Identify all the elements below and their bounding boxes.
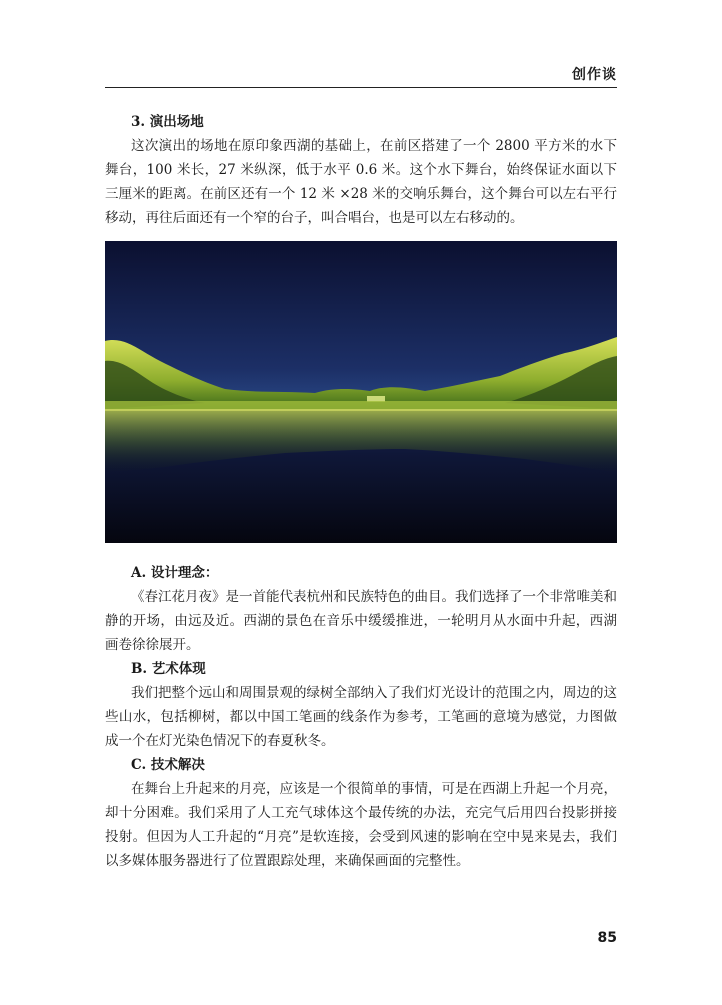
item-paragraph-tech: 在舞台上升起来的月亮，应该是一个很简单的事情，可是在西湖上升起一个月亮，却十分困难。我们采用了人工充气球体这个最传统的办法，充完气后用四台投影拼接投射。但因为人工升起的“月亮”是软连接，会受到风速的影响在空中晃来晃去，我们以多媒体服务器进行了位置跟踪处理，来确保画面的完整性。: [105, 781, 617, 869]
item-heading-concept: A. 设计理念：: [131, 565, 219, 581]
page-number: 85: [597, 930, 617, 946]
section-design: [105, 561, 617, 873]
running-header-title: 创作谈: [572, 67, 617, 83]
section-venue: [105, 110, 617, 230]
header-divider: [105, 87, 617, 88]
item-paragraph-concept: 《春江花月夜》是一首能代表杭州和民族特色的曲目。我们选择了一个非常唯美和静的开场，由远及近。西湖的景色在音乐中缓缓推进，一轮明月从水面中升起，西湖画卷徐徐展开。: [105, 589, 617, 653]
item-heading-art: B. 艺术体现: [131, 661, 206, 677]
night-lake-illumination-photo: [105, 241, 617, 543]
item-paragraph-art: 我们把整个远山和周围景观的绿树全部纳入了我们灯光设计的范围之内，周边的这些山水，包括柳树，都以中国工笔画的线条作为参考，工笔画的意境为感觉，力图做成一个在灯光染色情况下的春夏秋冬。: [105, 685, 617, 749]
paragraph-venue: 这次演出的场地在原印象西湖的基础上，在前区搭建了一个 2800 平方米的水下舞台，100 米长，27 米纵深，低于水平 0.6 米。这个水下舞台，始终保证水面以下三厘米的距离。在前区还有一个 12 米 ×28 米的交响乐舞台，这个舞台可以左右平行移动，再往后面还有一个窄的台子，叫合唱台，也是可以左右移动的。: [105, 138, 617, 226]
section-heading-venue: 3. 演出场地: [131, 114, 204, 130]
photo-graphic: [105, 241, 617, 543]
item-heading-tech: C. 技术解决: [131, 757, 205, 773]
